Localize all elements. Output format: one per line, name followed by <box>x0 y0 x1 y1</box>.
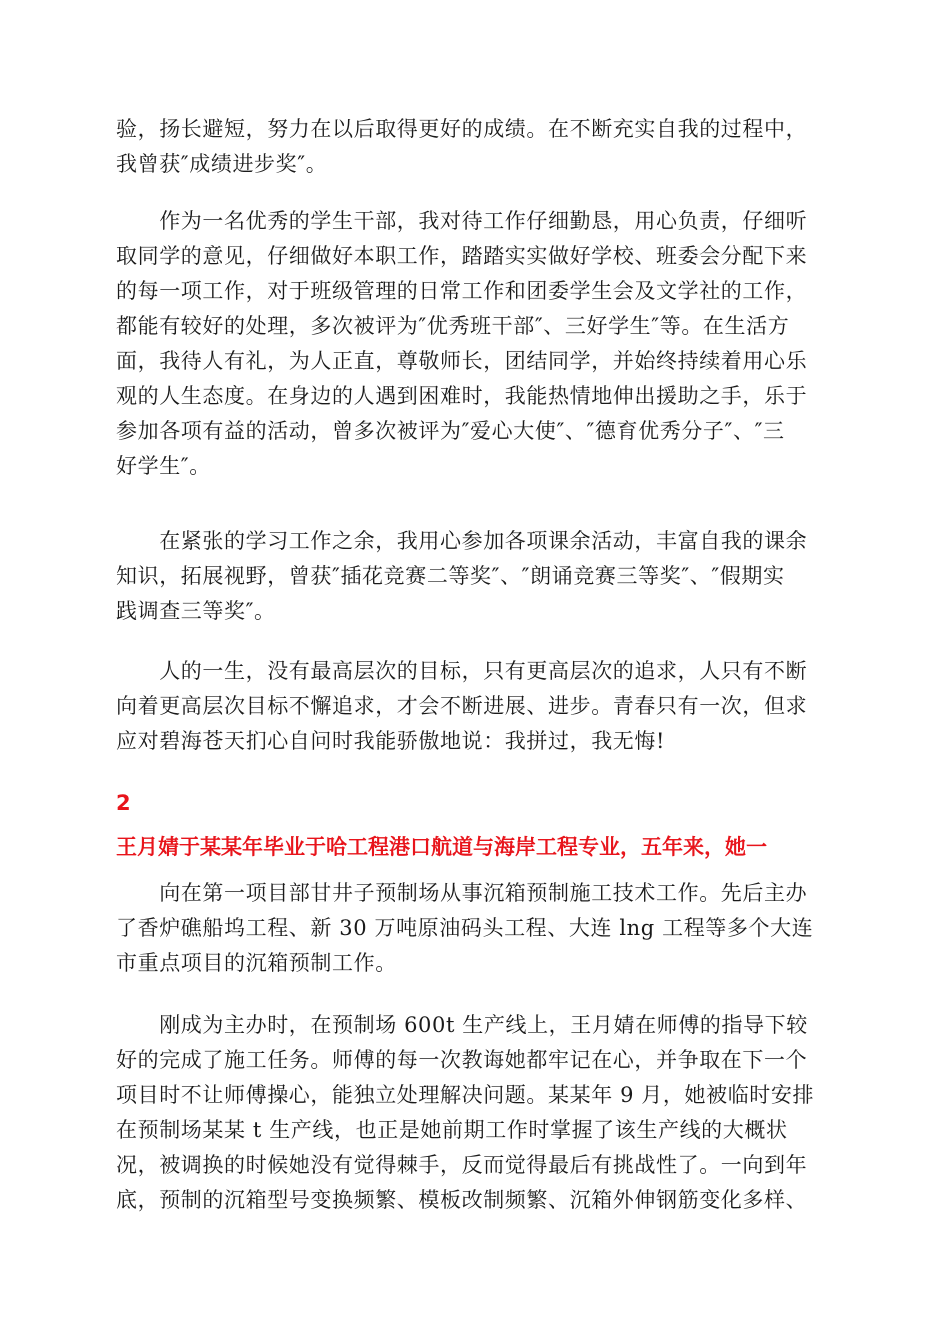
paragraph-4: 人的一生，没有最高层次的目标，只有更高层次的追求，人只有不断 向着更高层次目标不懈追求，才会不断进展、进步。青春只有一次，但求 应对碧海苍天扪心自问时我能骄傲地说：我拼过，我无悔! <box>116 659 808 753</box>
paragraph-3: 在紧张的学习工作之余，我用心参加各项课余活动，丰富自我的课余 知识，拓展视野，曾获″插花竞赛二等奖″、″朗诵竞赛三等奖″、″假期实 践调查三等奖″。 <box>116 529 808 623</box>
section-title: 王月婧于某某年毕业于哈工程港口航道与海岸工程专业，五年来，她一 <box>116 835 767 859</box>
section-number: 2 <box>116 791 131 815</box>
paragraph-5: 向在第一项目部甘井子预制场从事沉箱预制施工技术工作。先后主办 了香炉礁船坞工程、新 30 万吨原油码头工程、大连 lng 工程等多个大连 市重点项目的沉箱预制工作。 <box>116 881 814 975</box>
paragraph-2: 作为一名优秀的学生干部，我对待工作仔细勤恳，用心负责，仔细听 取同学的意见，仔细做好本职工作，踏踏实实做好学校、班委会分配下来 的每一项工作，对于班级管理的日常工作和团委学生会及文学社的工作， 都能有较好的处理，多次被评为″优秀班干部″、三好学生″等。在生活方 面，我待人有礼，为人正直，尊敬师长，团结同学，并始终持续着用心乐 观的人生态度。在身边的人遇到困难时，我能热情地伸出援助之手，乐于 参加各项有益的活动，曾多次被评为″爱心大使″、″德育优秀分子″、″三 好学生″。 <box>116 209 808 478</box>
paragraph-6: 刚成为主办时，在预制场 600t 生产线上，王月婧在师傅的指导下较 好的完成了施工任务。师傅的每一次教诲她都牢记在心，并争取在下一个 项目时不让师傅操心，能独立处理解决问题。某某年 9 月，她被临时安排 在预制场某某 t 生产线，也正是她前期工作时掌握了该生产线的大概状 况，被调换的时候她没有觉得棘手，反而觉得最后有挑战性了。一向到年 底，预制的沉箱型号变换频繁、模板改制频繁、沉箱外伸钢筋变化多样、 <box>116 1013 815 1212</box>
paragraph-1: 验，扬长避短，努力在以后取得更好的成绩。在不断充实自我的过程中， 我曾获″成绩进步奖″。 <box>116 117 808 176</box>
